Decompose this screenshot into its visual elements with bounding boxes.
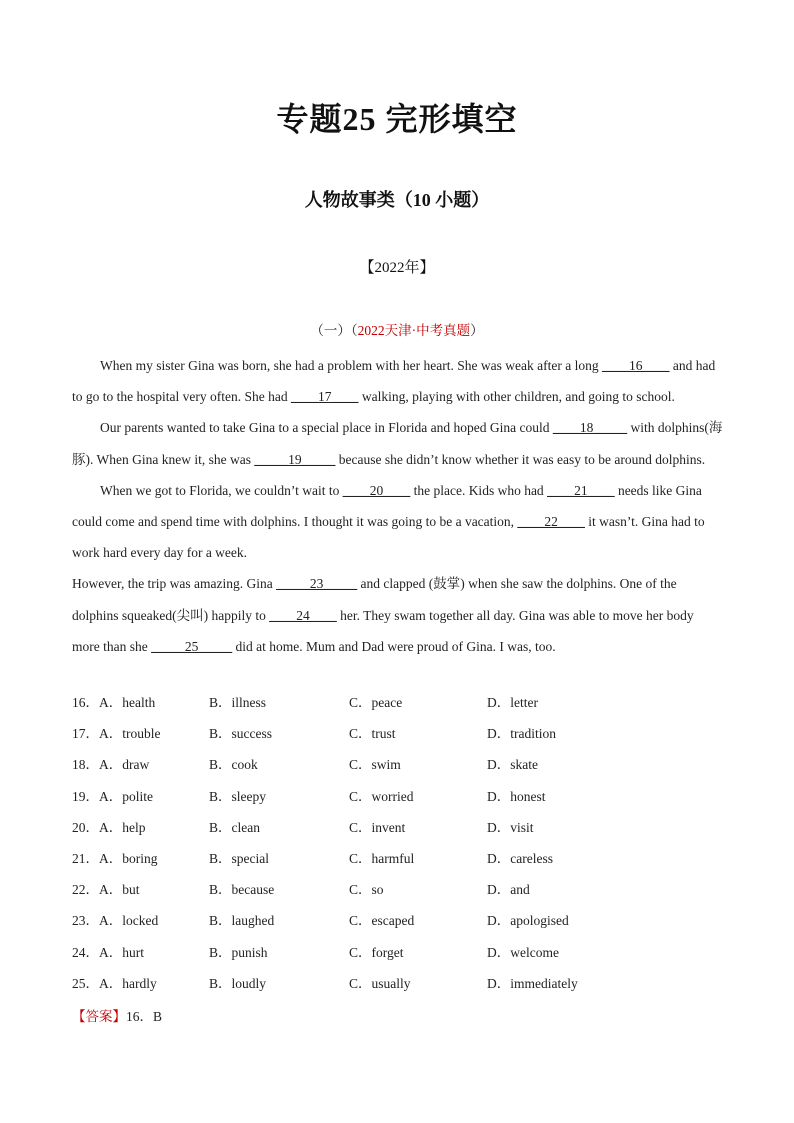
text: and clapped (鼓掌) when she saw the dolphins. One of the dolphins squeaked(尖叫) happily to <box>72 576 677 623</box>
question-25 <box>72 973 724 1004</box>
answer-text: 16．B <box>126 1009 163 1024</box>
option-b: B．because <box>209 882 275 898</box>
answer-line <box>72 1005 162 1025</box>
blank-19: _____19_____ <box>254 451 336 467</box>
paragraph-4 <box>72 568 724 662</box>
blank-24: ____24____ <box>269 607 337 623</box>
text: did at home. Mum and Dad were proud of Gina. I was, too. <box>232 638 556 654</box>
answer-tag: 【答案】 <box>72 1009 126 1024</box>
blank-22: ____22____ <box>517 514 585 530</box>
option-a: 17．A．trouble <box>72 726 161 742</box>
option-d: D．visit <box>487 819 534 835</box>
paragraph-1 <box>72 350 724 412</box>
question-20 <box>72 817 724 848</box>
option-b: B．illness <box>209 695 267 710</box>
source-highlight: 2022天津·中考真题 <box>357 323 471 338</box>
page-title: 专题25 完形填空 <box>276 101 518 137</box>
option-a: 22．A．but <box>72 882 140 898</box>
text: walking, playing with other children, and going to school. <box>358 389 675 405</box>
text: and had to go to the hospital very often. She had <box>72 358 716 405</box>
option-b: B．cook <box>209 757 258 773</box>
option-d: D．letter <box>487 695 538 710</box>
question-17 <box>72 723 724 754</box>
option-a: 21．A．boring <box>72 850 158 866</box>
blank-17: ____17____ <box>290 389 359 405</box>
option-b: B．sleepy <box>209 788 266 804</box>
option-c: C．escaped <box>349 913 415 929</box>
option-b: B．clean <box>209 819 260 835</box>
question-21 <box>72 848 724 879</box>
option-c: C．harmful <box>349 850 415 866</box>
question-23 <box>72 910 724 941</box>
text: When we got to Florida, we couldn’t wait to <box>100 482 343 498</box>
option-d: D．careless <box>487 850 553 866</box>
question-18 <box>72 754 724 785</box>
blank-21: ____21____ <box>547 482 615 498</box>
option-d: D．welcome <box>487 944 559 960</box>
option-b: B．success <box>209 726 272 742</box>
text: her. They swam together all day. Gina was able to move her body more than she <box>72 607 694 654</box>
option-c: C．forget <box>349 944 404 960</box>
source-prefix: （一）（ <box>310 323 358 338</box>
year-label: 【2022年】 <box>359 260 435 276</box>
options-list <box>72 692 724 1004</box>
text: the place. Kids who had <box>410 482 548 498</box>
paragraph-3 <box>72 475 724 569</box>
option-d: D．honest <box>487 788 546 804</box>
option-a: 25．A．hardly <box>72 975 157 991</box>
option-c: C．worried <box>349 788 414 804</box>
text: because she didn’t know whether it was easy to be around dolphins. <box>335 451 706 467</box>
question-19 <box>72 786 724 817</box>
text: it wasn’t. Gina had to work hard every day for a week. <box>72 514 705 561</box>
option-a: 18．A．draw <box>72 757 150 773</box>
option-a: 23．A．locked <box>72 913 159 929</box>
option-c: C．peace <box>349 695 403 710</box>
blank-23: _____23_____ <box>276 576 358 592</box>
source-suffix: ） <box>470 323 484 338</box>
option-b: B．special <box>209 850 269 866</box>
option-c: C．so <box>349 882 384 898</box>
paragraph-2 <box>72 412 724 474</box>
option-c: C．invent <box>349 819 406 835</box>
blank-16: ____16____ <box>601 358 670 373</box>
option-a: 20．A．help <box>72 819 146 835</box>
text: However, the trip was amazing. Gina <box>72 576 277 592</box>
text: When my sister Gina was born, she had a problem with her heart. She was weak after a long <box>100 358 602 373</box>
option-b: B．punish <box>209 944 268 960</box>
option-a: 24．A．hurt <box>72 944 144 960</box>
option-d: D．apologised <box>487 913 569 929</box>
option-c: C．trust <box>349 726 396 742</box>
passage <box>72 350 724 662</box>
question-22 <box>72 879 724 910</box>
text: Our parents wanted to take Gina to a special place in Florida and hoped Gina could <box>100 420 553 436</box>
section-subtitle: 人物故事类（10 小题） <box>304 190 490 210</box>
option-c: C．usually <box>349 975 411 991</box>
option-d: D．tradition <box>487 726 556 742</box>
question-24 <box>72 942 724 973</box>
option-a: 19．A．polite <box>72 788 153 804</box>
option-d: D．skate <box>487 757 538 773</box>
option-c: C．swim <box>349 757 401 773</box>
blank-20: ____20____ <box>342 482 411 498</box>
question-16 <box>72 692 724 723</box>
option-b: B．laughed <box>209 913 275 929</box>
source-line <box>0 319 794 339</box>
option-b: B．loudly <box>209 975 267 991</box>
text: with dolphins(海豚). When Gina knew it, she was <box>72 420 723 467</box>
blank-25: _____25_____ <box>151 638 233 654</box>
option-a: 16．A．health <box>72 695 156 710</box>
blank-18: ____18_____ <box>552 420 628 436</box>
option-d: D．and <box>487 882 530 898</box>
option-d: D．immediately <box>487 975 578 991</box>
text: needs like Gina could come and spend time with dolphins. I thought it was going to be a vacation, <box>72 482 702 530</box>
